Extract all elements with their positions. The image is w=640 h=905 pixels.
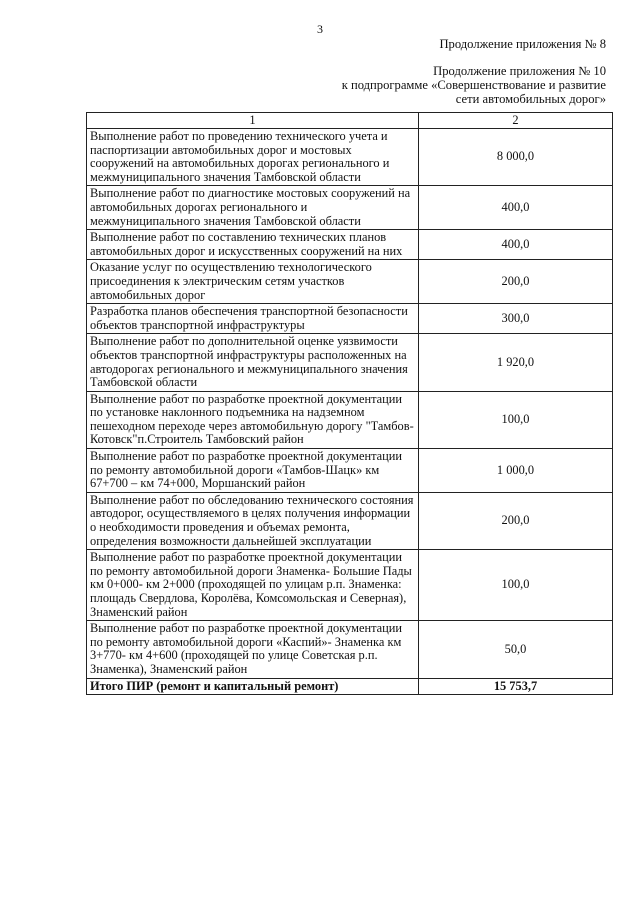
work-cost: 300,0: [419, 304, 613, 334]
total-value: 15 753,7: [419, 678, 613, 695]
work-description: Выполнение работ по составлению технических планов автомобильных дорог и искусственных сооружений на них: [87, 230, 419, 260]
work-cost: 200,0: [419, 260, 613, 304]
table-row: [87, 391, 613, 448]
table-row: [87, 550, 613, 621]
work-cost: 8 000,0: [419, 129, 613, 186]
work-cost: 400,0: [419, 230, 613, 260]
work-description: Выполнение работ по разработке проектной документации по ремонту автомобильной дороги «Тамбов-Шацк» км 67+700 – км 74+000, Моршанский район: [87, 449, 419, 493]
work-cost: 1 920,0: [419, 334, 613, 391]
total-label: Итого ПИР (ремонт и капитальный ремонт): [87, 678, 419, 695]
work-cost: 100,0: [419, 550, 613, 621]
works-table: [86, 112, 613, 695]
table-row: [87, 230, 613, 260]
work-cost: 50,0: [419, 621, 613, 678]
work-description: Выполнение работ по обследованию технического состояния автодорог, осуществляемого в целях получения информации о необходимости проведения и объемах ремонта, определения возможности дальнейшей эксплуатации: [87, 492, 419, 549]
table-row: [87, 449, 613, 493]
column-header-2: 2: [419, 113, 613, 129]
work-description: Выполнение работ по проведению технического учета и паспортизации автомобильных дорог и мостовых сооружений на автомобильных дорогах регионального и межмуниципального значения Тамбовской области: [87, 129, 419, 186]
table-row: [87, 304, 613, 334]
subprogram-title-line1: к подпрограмме «Совершенствование и развитие: [341, 78, 606, 92]
table-row: [87, 621, 613, 678]
work-description: Разработка планов обеспечения транспортной безопасности объектов транспортной инфраструктуры: [87, 304, 419, 334]
work-description: Выполнение работ по разработке проектной документации по ремонту автомобильной дороги Знаменка- Большие Пады км 0+000- км 2+000 (проходящей по улицам р.п. Знаменка: площадь Свердлова, Королёва, Комсомольская и Северная), Знаменский район: [87, 550, 419, 621]
table-row: [87, 129, 613, 186]
table-row: [87, 186, 613, 230]
subprogram-title-line2: сети автомобильных дорог»: [455, 92, 606, 106]
total-row: [87, 678, 613, 695]
continuation-header: Продолжение приложения № 8: [439, 37, 606, 51]
work-cost: 1 000,0: [419, 449, 613, 493]
appendix-continuation: Продолжение приложения № 10: [433, 64, 606, 78]
work-description: Выполнение работ по дополнительной оценке уязвимости объектов транспортной инфраструктуры расположенных на автодорогах регионального и межмуниципального значения Тамбовской области: [87, 334, 419, 391]
table-row: [87, 334, 613, 391]
table-row: [87, 260, 613, 304]
work-description: Оказание услуг по осуществлению технологического присоединения к электрическим сетям участков автомобильных дорог: [87, 260, 419, 304]
table-row: [87, 492, 613, 549]
work-cost: 400,0: [419, 186, 613, 230]
work-description: Выполнение работ по разработке проектной документации по установке наклонного подъемника на надземном пешеходном переходе через автомобильную дорогу "Тамбов-Котовск"п.Строитель Тамбовский район: [87, 391, 419, 448]
work-description: Выполнение работ по диагностике мостовых сооружений на автомобильных дорогах регионального и межмуниципального значения Тамбовской области: [87, 186, 419, 230]
work-cost: 200,0: [419, 492, 613, 549]
work-description: Выполнение работ по разработке проектной документации по ремонту автомобильной дороги «Каспий»- Знаменка км 3+770- км 4+600 (проходящей по улице Советская р.п. Знаменка), Знаменский район: [87, 621, 419, 678]
table-header-row: [87, 113, 613, 129]
page-number: 3: [317, 22, 323, 36]
column-header-1: 1: [87, 113, 419, 129]
work-cost: 100,0: [419, 391, 613, 448]
